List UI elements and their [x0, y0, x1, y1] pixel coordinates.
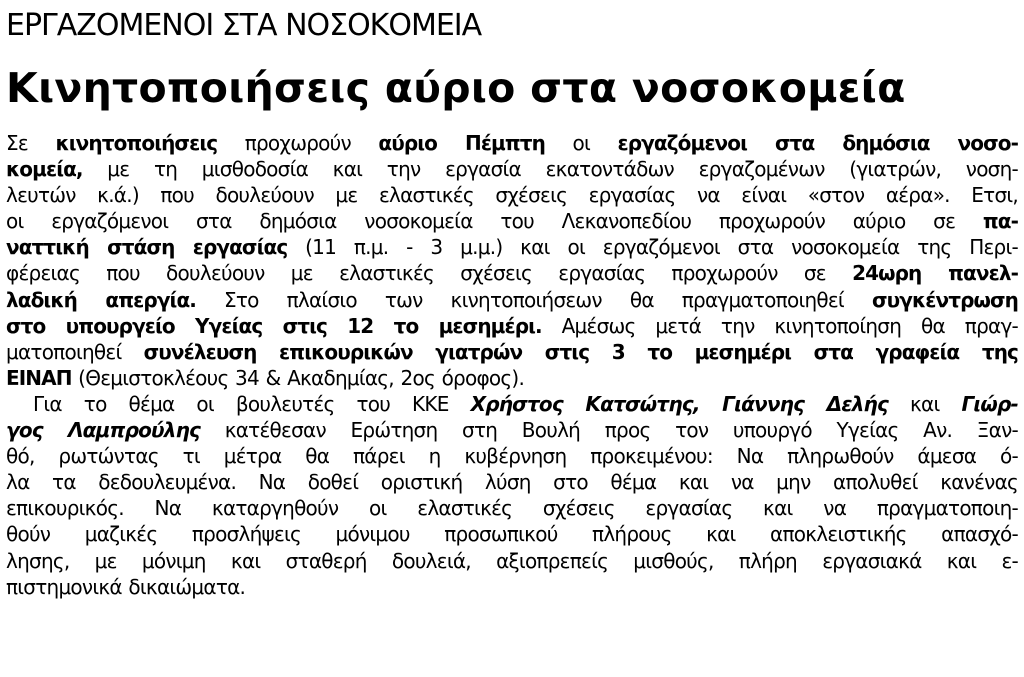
article-headline: Κινητοποιήσεις αύριο στα νοσοκομεία: [6, 64, 906, 112]
article-line: [6, 182, 1018, 208]
text-run: προχωρούν: [217, 131, 379, 155]
article-kicker: ΕΡΓΑΖΟΜΕΝΟΙ ΣΤΑ ΝΟΣΟΚΟΜΕΙΑ: [6, 8, 482, 43]
article-line: [6, 156, 1018, 182]
article-line: [6, 365, 1018, 391]
emphasized-text: ΕΙΝΑΠ: [6, 365, 72, 390]
text-run: Αμέσως μετά την κινητοποίηση θα πραγ-: [541, 313, 1018, 338]
article-line: [6, 130, 1018, 156]
text-run: (Θεμιστοκλέους 34 & Ακαδημίας, 2ος όροφος).: [71, 365, 525, 390]
article-line: [6, 469, 1018, 495]
news-article: [6, 0, 1018, 677]
text-run: θό, ρωτώντας τι μέτρα θα πάρει η κυβέρνηση προκειμένου: Να πληρωθούν άμεσα ό-: [6, 444, 1018, 469]
text-run: λευτών κ.ά.) που δουλεύουν με ελαστικές σχέσεις εργασίας να είναι «στον αέρα». Ετσι,: [6, 183, 1018, 208]
emphasized-text: στο υπουργείο Υγείας στις 12 το μεσημέρι.: [6, 313, 542, 338]
text-run: και: [888, 391, 962, 416]
article-line: [6, 417, 1018, 443]
text-run: Για το θέμα οι βουλευτές του ΚΚΕ: [33, 391, 471, 416]
article-line: [6, 521, 1018, 547]
emphasized-text: συνέλευση επικουρικών γιατρών στις 3 το μεσημέρι στα γραφεία της: [143, 339, 1018, 364]
article-line: [6, 495, 1018, 521]
text-run: Στο πλαίσιο των κινητοποιήσεων θα πραγματοποιηθεί: [195, 287, 872, 312]
article-line: [6, 548, 1018, 574]
text-run: (11 π.μ. - 3 μ.μ.) και οι εργαζόμενοι στα νοσοκομεία της Περι-: [287, 235, 1018, 260]
article-line: [6, 391, 1018, 417]
emphasized-text: κομεία,: [6, 157, 83, 182]
article-line: [6, 208, 1018, 234]
text-run: επικουρικός. Να καταργηθούν οι ελαστικές σχέσεις εργασίας και να πραγματοποιη-: [6, 496, 1018, 521]
article-line: [6, 260, 1018, 286]
text-run: πιστημονικά δικαιώματα.: [6, 574, 246, 599]
emphasized-text: Χρήστος Κατσώτης, Γιάννης Δελής: [470, 391, 889, 416]
article-line: [6, 234, 1018, 260]
emphasized-text: 24ωρη πανελ-: [852, 261, 1018, 286]
text-run: οι εργαζόμενοι στα δημόσια νοσοκομεία του Λεκανοπεδίου προχωρούν αύριο σε: [6, 209, 983, 234]
article-line: [6, 339, 1018, 365]
emphasized-text: λαδική απεργία.: [6, 287, 196, 312]
article-line: [6, 287, 1018, 313]
text-run: ματοποιηθεί: [6, 339, 144, 364]
emphasized-text: αύριο Πέμπτη: [378, 131, 545, 155]
emphasized-text: πα-: [982, 209, 1018, 234]
text-run: λα τα δεδουλευμένα. Να δοθεί οριστική λύση στο θέμα και να μην απολυθεί κανένας: [6, 470, 1018, 495]
emphasized-text: ναττική στάση εργασίας: [6, 235, 288, 260]
article-line: [6, 443, 1018, 469]
article-line: [6, 574, 1018, 600]
emphasized-text: γος Λαμπρούλης: [6, 418, 201, 443]
text-run: οι: [545, 131, 618, 155]
text-run: κατέθεσαν Ερώτηση στη Βουλή προς τον υπουργό Υγείας Αν. Ξαν-: [200, 418, 1018, 443]
emphasized-text: κινητοποιήσεις: [55, 131, 218, 155]
text-run: Σε: [6, 131, 56, 155]
text-run: λησης, με μόνιμη και σταθερή δουλειά, αξιοπρεπείς μισθούς, πλήρη εργασιακά και ε-: [6, 548, 1018, 573]
article-line: [6, 313, 1018, 339]
text-run: φέρειας που δουλεύουν με ελαστικές σχέσεις εργασίας προχωρούν σε: [6, 261, 853, 286]
emphasized-text: συγκέντρωση: [871, 287, 1018, 312]
emphasized-text: Γιώρ-: [961, 391, 1018, 416]
text-run: με τη μισθοδοσία και την εργασία εκατοντάδων εργαζομένων (γιατρών, νοση-: [82, 157, 1018, 182]
article-body: [6, 130, 1018, 600]
text-run: θούν μαζικές προσλήψεις μόνιμου προσωπικού πλήρους και αποκλειστικής απασχό-: [6, 522, 1018, 547]
emphasized-text: εργαζόμενοι στα δημόσια νοσο-: [617, 131, 1018, 155]
